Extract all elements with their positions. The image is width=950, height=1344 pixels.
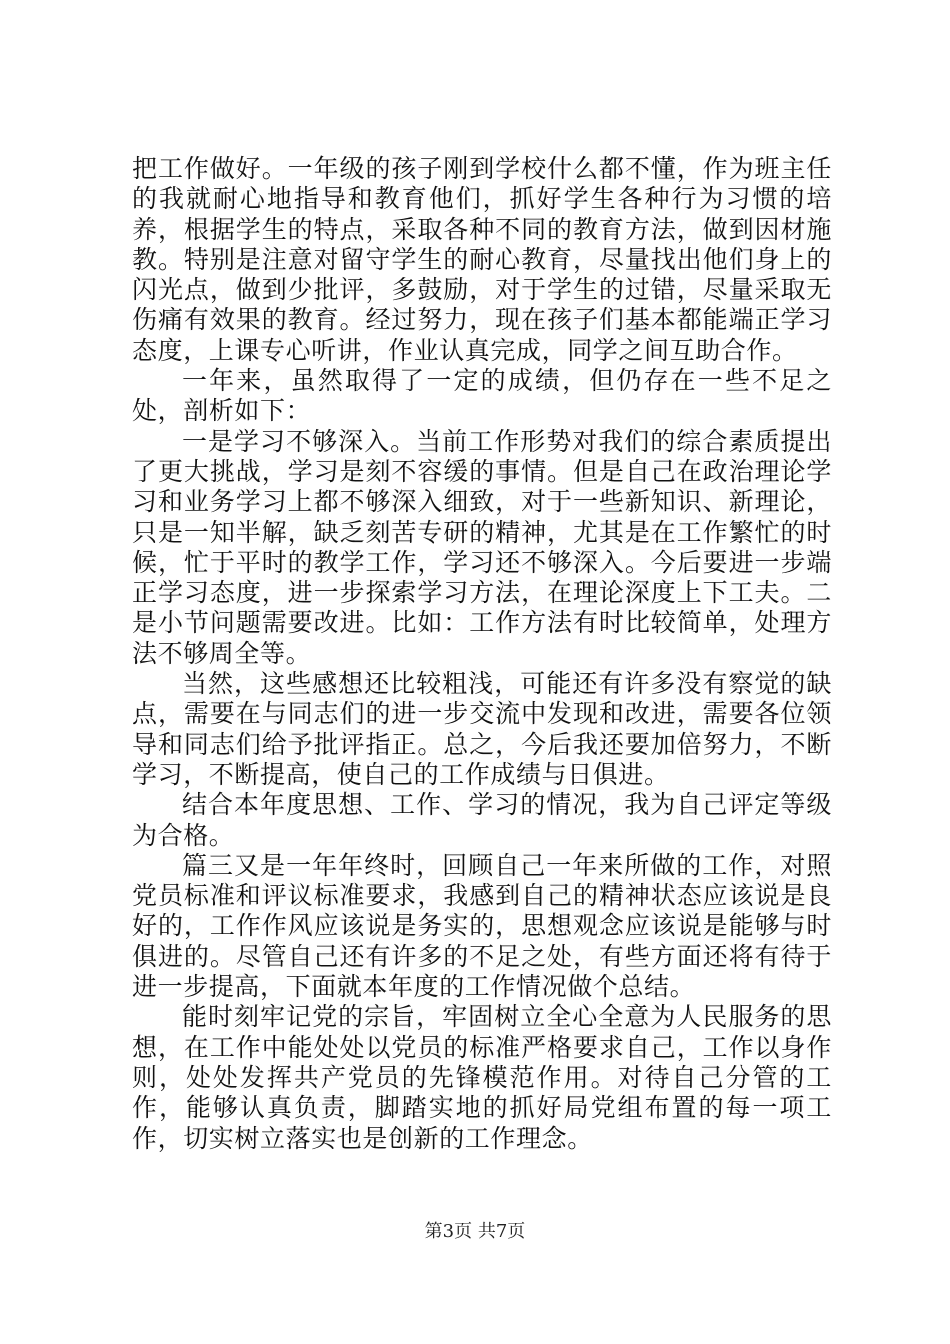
paragraph-1: 把工作做好。一年级的孩子刚到学校什么都不懂，作为班主任的我就耐心地指导和教育他们，抓好学生各种行为习惯的培养，根据学生的特点，采取各种不同的教育方法，做到因材施教。特别是注意对留守学生的耐心教育，尽量找出他们身上的闪光点，做到少批评，多鼓励，对于学生的过错，尽量采取无伤痛有效果的教育。经过努力，现在孩子们基本都能端正学习态度，上课专心听讲，作业认真完成，同学之间互助合作。 [132,154,832,365]
paragraph-2: 一年来，虽然取得了一定的成绩，但仍存在一些不足之处，剖析如下： [132,366,832,426]
paragraph-7: 能时刻牢记党的宗旨，牢固树立全心全意为人民服务的思想，在工作中能处处以党员的标准严格要求自己，工作以身作则，处处发挥共产党员的先锋模范作用。对待自己分管的工作，能够认真负责，脚踏实地的抓好局党组布置的每一项工作，切实树立落实也是创新的工作理念。 [132,1002,832,1153]
body-text [132,154,832,1154]
paragraph-4: 当然，这些感想还比较粗浅，可能还有许多没有察觉的缺点，需要在与同志们的进一步交流中发现和改进，需要各位领导和同志们给予批评指正。总之，今后我还要加倍努力，不断学习，不断提高，使自己的工作成绩与日俱进。 [132,669,832,789]
paragraph-3: 一是学习不够深入。当前工作形势对我们的综合素质提出了更大挑战，学习是刻不容缓的事情。但是自己在政治理论学习和业务学习上都不够深入细致，对于一些新知识、新理论，只是一知半解，缺乏刻苦专研的精神，尤其是在工作繁忙的时候，忙于平时的教学工作，学习还不够深入。今后要进一步端正学习态度，进一步探索学习方法，在理论深度上下工夫。二是小节问题需要改进。比如：工作方法有时比较简单，处理方法不够周全等。 [132,426,832,668]
page-footer: 第3页 共7页 [424,1221,526,1242]
paragraph-5: 结合本年度思想、工作、学习的情况，我为自己评定等级为合格。 [132,790,832,850]
paragraph-6: 篇三又是一年年终时，回顾自己一年来所做的工作，对照党员标准和评议标准要求，我感到自己的精神状态应该说是良好的，工作作风应该说是务实的，思想观念应该说是能够与时俱进的。尽管自己还有许多的不足之处，有些方面还将有待于进一步提高，下面就本年度的工作情况做个总结。 [132,850,832,1002]
